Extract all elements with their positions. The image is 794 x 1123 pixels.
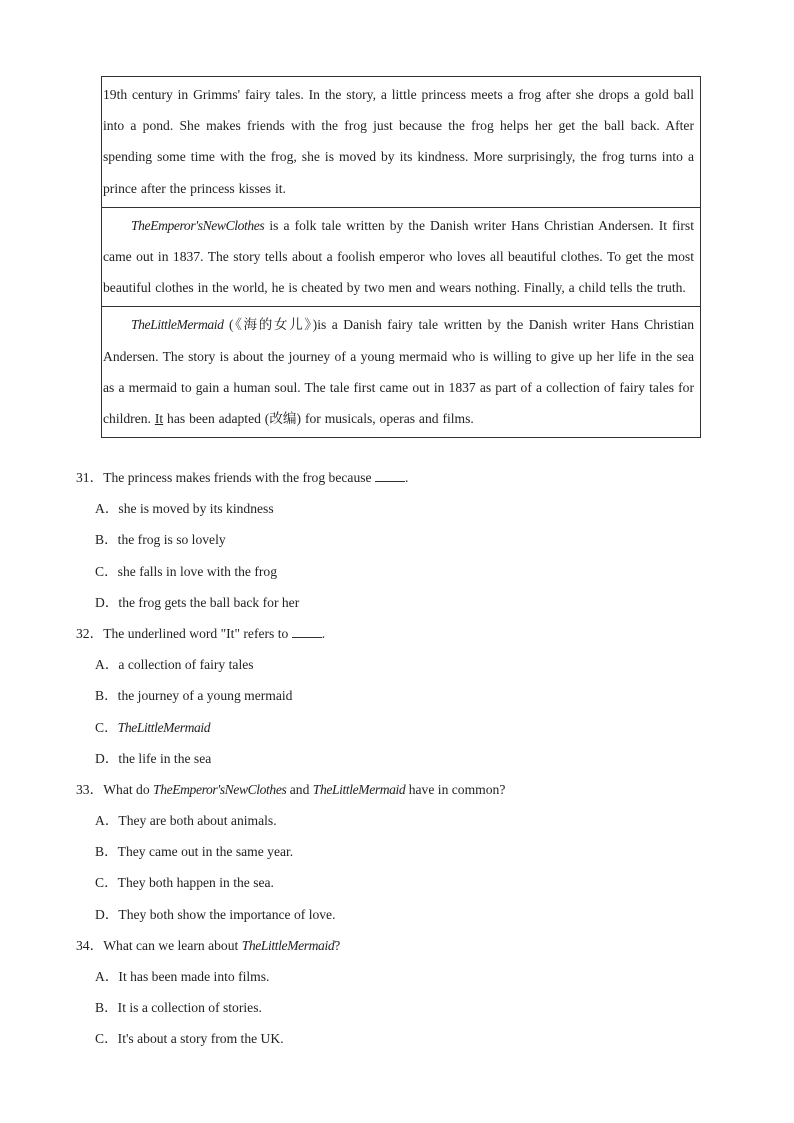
question-list [76,462,716,1055]
option-text [118,501,273,516]
option-letter: C． [95,719,118,735]
option-letter: D． [95,906,119,922]
answer-option-a[interactable] [76,805,716,836]
answer-option-a[interactable] [76,493,716,524]
answer-option-c[interactable] [76,556,716,587]
book-title: TheLittleMermaid [312,781,406,797]
text-run: ? [334,937,341,953]
underlined-word: It [154,411,164,427]
passage-cell-frog-prince [102,77,700,207]
option-letter: A． [95,969,119,984]
book-title: TheEmperor'sNewClothes [153,781,287,797]
answer-option-b[interactable] [76,524,716,555]
text-run: she falls in love with the frog [117,563,277,579]
text-run: It is a collection of stories. [117,1000,262,1016]
text-run: . [321,625,326,641]
question-number: 31． [76,470,104,485]
option-letter: B． [95,532,118,548]
option-letter: B． [95,844,118,860]
answer-option-d[interactable] [76,743,716,774]
book-title: TheLittleMermaid [117,719,211,735]
text-run: the frog is so lovely [117,532,226,548]
option-letter: B． [95,1000,118,1016]
question-number: 33． [76,781,104,797]
option-letter: C． [95,875,118,891]
text-run: It has been made into films. [118,969,270,984]
answer-option-b[interactable] [76,992,716,1023]
text-run: They both happen in the sea. [117,875,274,891]
text-run: is a folk tale written by the Danish writer Hans Christian Andersen. It first came out in 1837. The story tells about a foolish emperor who loves all beautiful clothes. To get the most beautiful clothes in the world, he is cheated by two men and wears nothing. Finally, a child tells the truth. [103,217,694,296]
passage-cell-emperor [102,207,700,307]
question-stem [76,774,716,805]
text-run: (《海的女儿》)is a Danish fairy tale written by the Danish writer Hans Christian Andersen. The story is about the journey of a young mermaid who is willing to give up her life in the sea as a mermaid to gain a human soul. The tale first came out in 1837 as part of a collection of fairy tales for children. [103,317,694,427]
question-31 [76,462,716,618]
option-letter: C． [95,563,118,579]
option-text [118,875,274,890]
option-text [118,564,277,579]
option-letter: D． [95,750,119,766]
text-run: she is moved by its kindness [118,501,274,517]
question-text [103,782,505,797]
book-title: TheLittleMermaid [241,937,335,953]
book-title: TheEmperor'sNewClothes [131,217,265,233]
option-text [118,1031,284,1046]
answer-option-a[interactable] [76,961,716,992]
text-run: What can we learn about [103,937,242,953]
question-stem [76,930,716,961]
text-run: a collection of fairy tales [118,657,254,673]
question-number: 32． [76,625,104,641]
answer-option-d[interactable] [76,899,716,930]
question-34 [76,930,716,1055]
question-text [103,470,408,485]
option-letter: B． [95,688,118,704]
answer-option-c[interactable] [76,1023,716,1054]
text-run: The underlined word "It" refers to [103,625,292,641]
text-run: the journey of a young mermaid [117,688,293,704]
question-text [103,626,325,641]
option-text [118,751,211,766]
option-text [118,813,276,828]
option-text [118,595,299,610]
option-text [118,688,293,703]
question-text [103,938,340,953]
answer-blank [292,626,322,638]
text-run: and [286,781,313,797]
option-text [118,1000,262,1015]
text-run: the life in the sea [118,750,212,766]
option-text [118,907,335,922]
answer-option-a[interactable] [76,649,716,680]
option-text [118,969,269,984]
answer-option-b[interactable] [76,836,716,867]
option-text [118,532,226,547]
answer-option-d[interactable] [76,587,716,618]
option-letter: A． [95,501,119,517]
text-run: . [404,470,409,485]
question-32 [76,618,716,774]
text-run: They came out in the same year. [117,844,294,860]
answer-option-b[interactable] [76,680,716,711]
option-text [118,720,211,735]
passage-table [101,76,701,438]
text-run: The princess makes friends with the frog because [103,470,375,485]
text-run: the frog gets the ball back for her [118,594,300,610]
question-stem [76,618,716,649]
text-run: 19th century in Grimms' fairy tales. In the story, a little princess meets a frog after she drops a gold ball into a pond. She makes friends with the frog just because the frog helps her get the ball back. After spending some time with the frog, she is moved by its kindness. More surprisingly, the frog turns into a prince after the princess kisses it. [103,87,694,196]
text-run: They are both about animals. [118,813,277,829]
option-text [118,844,294,859]
question-33 [76,774,716,930]
text-run: What do [103,781,154,797]
answer-blank [375,470,405,482]
option-text [118,657,253,672]
answer-option-c[interactable] [76,712,716,743]
passage-cell-mermaid [102,306,700,437]
option-letter: A． [95,657,119,673]
book-title: TheLittleMermaid [131,317,224,333]
option-letter: A． [95,813,119,829]
option-letter: D． [95,594,119,610]
text-run: It's about a story from the UK. [117,1031,284,1047]
text-run: has been adapted (改编) for musicals, operas and films. [163,411,474,427]
text-run: have in common? [405,781,506,797]
answer-option-c[interactable] [76,867,716,898]
option-letter: C． [95,1031,118,1047]
text-run: They both show the importance of love. [118,906,336,922]
question-number: 34． [76,937,104,953]
question-stem [76,462,716,493]
